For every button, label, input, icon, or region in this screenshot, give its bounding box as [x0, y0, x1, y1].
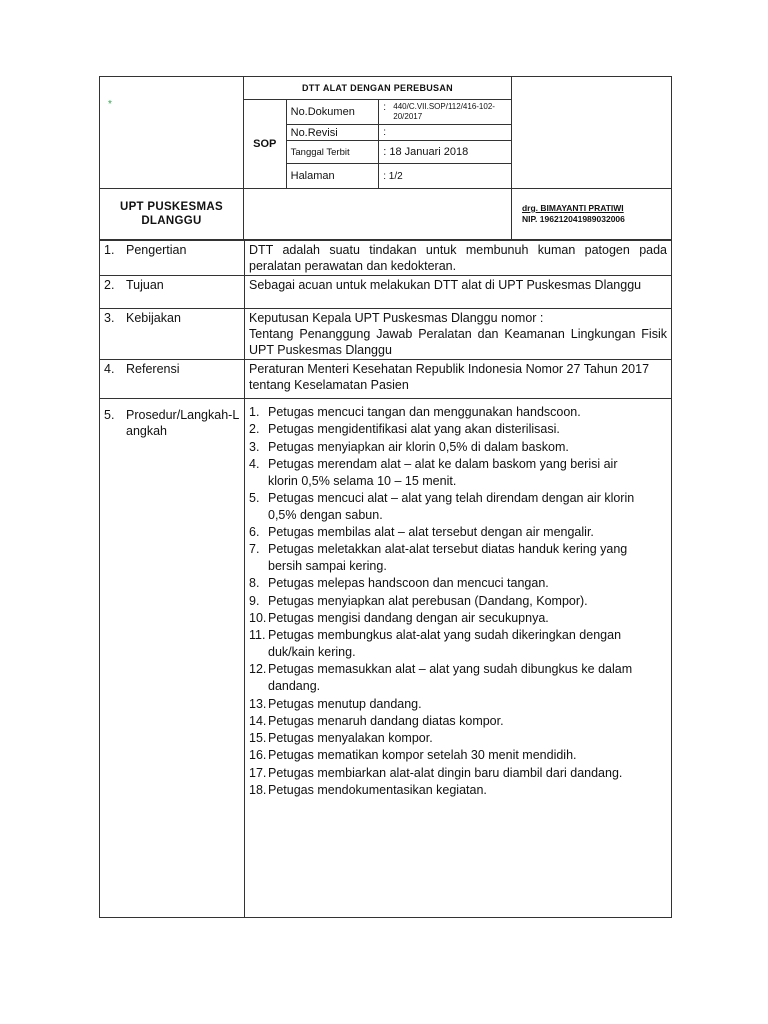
- field-colon: :: [383, 102, 387, 113]
- step-number: 15.: [249, 731, 267, 746]
- section-number: 1.: [104, 243, 115, 257]
- section-label: Referensi: [126, 362, 180, 376]
- document-number: 440/C.VII.SOP/112/416-102-20/2017: [393, 102, 495, 121]
- section-number: 4.: [104, 362, 115, 376]
- procedure-step: [249, 524, 643, 541]
- signature-block: [511, 189, 671, 240]
- step-text: Petugas meletakkan alat-alat tersebut diatas handuk kering yang bersih sampai kering.: [268, 542, 628, 574]
- step-number: 18.: [249, 783, 267, 798]
- signer-name: drg. BIMAYANTI PRATIWI: [521, 203, 624, 213]
- section-row-tujuan: [100, 276, 672, 309]
- procedure-step: [249, 541, 643, 575]
- section-number: 5.: [104, 408, 115, 422]
- section-label: Tujuan: [126, 278, 164, 292]
- procedure-step: [249, 439, 643, 456]
- procedure-step: [249, 627, 643, 661]
- step-text: Petugas mengisi dandang dengan air secukupnya.: [268, 611, 549, 626]
- footer-middle-blank: [243, 189, 511, 240]
- section-row-kebijakan: [100, 309, 672, 360]
- step-text: Petugas menyalakan kompor.: [268, 731, 433, 746]
- step-number: 9.: [249, 593, 260, 608]
- procedure-step: [249, 661, 643, 695]
- procedure-step: [249, 490, 643, 524]
- section-text: Sebagai acuan untuk melakukan DTT alat di UPT Puskesmas Dlanggu: [245, 276, 672, 309]
- procedure-step: [249, 421, 643, 438]
- sop-content-table: [99, 240, 672, 918]
- field-value-halaman: : 1/2: [379, 164, 512, 189]
- step-text: Petugas menyiapkan alat perebusan (Dandang, Kompor).: [268, 593, 588, 608]
- step-number: 10.: [249, 611, 267, 626]
- step-number: 6.: [249, 525, 260, 540]
- step-number: 2.: [249, 422, 260, 437]
- section-text: Peraturan Menteri Kesehatan Republik Indonesia Nomor 27 Tahun 2017 tentang Keselamatan Pasien: [245, 360, 672, 399]
- header-right-blank: [511, 77, 671, 189]
- step-text: Petugas memasukkan alat – alat yang sudah dibungkus ke dalam dandang.: [268, 662, 633, 694]
- procedure-step: [249, 730, 643, 747]
- step-number: 14.: [249, 713, 267, 728]
- procedure-step: [249, 747, 643, 764]
- document-title: DTT ALAT DENGAN PEREBUSAN: [243, 77, 511, 100]
- procedure-step: [249, 404, 643, 421]
- procedure-step: [249, 593, 643, 610]
- step-text: Petugas membiarkan alat-alat dingin baru diambil dari dandang.: [268, 765, 623, 780]
- step-text: Petugas melepas handscoon dan mencuci tangan.: [268, 576, 549, 591]
- field-label-no-dokumen: No.Dokumen: [286, 100, 379, 125]
- step-text: Petugas merendam alat – alat ke dalam baskom yang berisi air klorin 0,5% selama 10 – 15 menit.: [268, 456, 618, 488]
- section-row-pengertian: [100, 241, 672, 276]
- section-number: 2.: [104, 278, 115, 292]
- field-value-no-dokumen: [379, 100, 512, 125]
- signer-nip: NIP. 196212041989032006: [521, 214, 625, 224]
- step-number: 3.: [249, 439, 260, 454]
- step-text: Petugas mencuci alat – alat yang telah direndam dengan air klorin 0,5% dengan sabun.: [268, 490, 635, 522]
- step-number: 16.: [249, 748, 267, 763]
- procedure-step: [249, 610, 643, 627]
- step-number: 12.: [249, 662, 267, 677]
- procedure-steps-cell: [245, 399, 672, 918]
- section-label: Pengertian: [126, 243, 187, 257]
- procedure-steps-list: [249, 404, 643, 799]
- organization-name: UPT PUSKESMAS DLANGGU: [100, 189, 244, 240]
- field-label-no-revisi: No.Revisi: [286, 125, 379, 141]
- section-text: [245, 309, 672, 360]
- procedure-step: [249, 765, 643, 782]
- step-number: 8.: [249, 576, 260, 591]
- procedure-step: [249, 456, 643, 490]
- section-label: Prosedur/Langkah-Langkah: [126, 408, 240, 438]
- step-text: Petugas mencuci tangan dan menggunakan handscoon.: [268, 405, 581, 419]
- procedure-step: [249, 575, 643, 592]
- field-label-tanggal-terbit: Tanggal Terbit: [286, 141, 379, 164]
- logo-cell: [100, 77, 244, 189]
- step-text: Petugas menaruh dandang diatas kompor.: [268, 713, 504, 728]
- step-text: Petugas menyiapkan air klorin 0,5% di dalam baskom.: [268, 439, 569, 454]
- step-number: 1.: [249, 405, 260, 419]
- sop-label: SOP: [243, 100, 286, 189]
- section-row-prosedur: [100, 399, 672, 918]
- step-number: 7.: [249, 542, 260, 557]
- step-number: 17.: [249, 765, 267, 780]
- step-number: 5.: [249, 490, 260, 505]
- section-label: Kebijakan: [126, 311, 181, 325]
- step-text: Petugas membilas alat – alat tersebut dengan air mengalir.: [268, 525, 594, 540]
- section-text: DTT adalah suatu tindakan untuk membunuh kuman patogen pada peralatan perawatan dan kedokteran.: [245, 241, 672, 276]
- step-number: 4.: [249, 456, 260, 471]
- step-text: Petugas membungkus alat-alat yang sudah dikeringkan dengan duk/kain kering.: [268, 628, 622, 660]
- field-value-tanggal-terbit: : 18 Januari 2018: [379, 141, 512, 164]
- policy-line-1: Keputusan Kepala UPT Puskesmas Dlanggu nomor :: [249, 311, 544, 325]
- field-value-no-revisi: [379, 125, 512, 141]
- step-text: Petugas mengidentifikasi alat yang akan disterilisasi.: [268, 422, 560, 437]
- step-text: Petugas mematikan kompor setelah 30 menit mendidih.: [268, 748, 577, 763]
- section-row-referensi: [100, 360, 672, 399]
- step-number: 13.: [249, 696, 267, 711]
- sop-header-table: [99, 76, 672, 240]
- section-number: 3.: [104, 311, 115, 325]
- procedure-step: [249, 713, 643, 730]
- procedure-step: [249, 696, 643, 713]
- policy-line-2: Tentang Penanggung Jawab Peralatan dan Keamanan Lingkungan Fisik UPT Puskesmas Dlanggu: [249, 327, 667, 357]
- field-label-halaman: Halaman: [286, 164, 379, 189]
- step-number: 11.: [249, 628, 266, 643]
- step-text: Petugas mendokumentasikan kegiatan.: [268, 783, 487, 798]
- step-text: Petugas menutup dandang.: [268, 696, 422, 711]
- procedure-step: [249, 782, 643, 799]
- field-colon: :: [383, 127, 387, 138]
- logo-icon: *: [108, 99, 112, 110]
